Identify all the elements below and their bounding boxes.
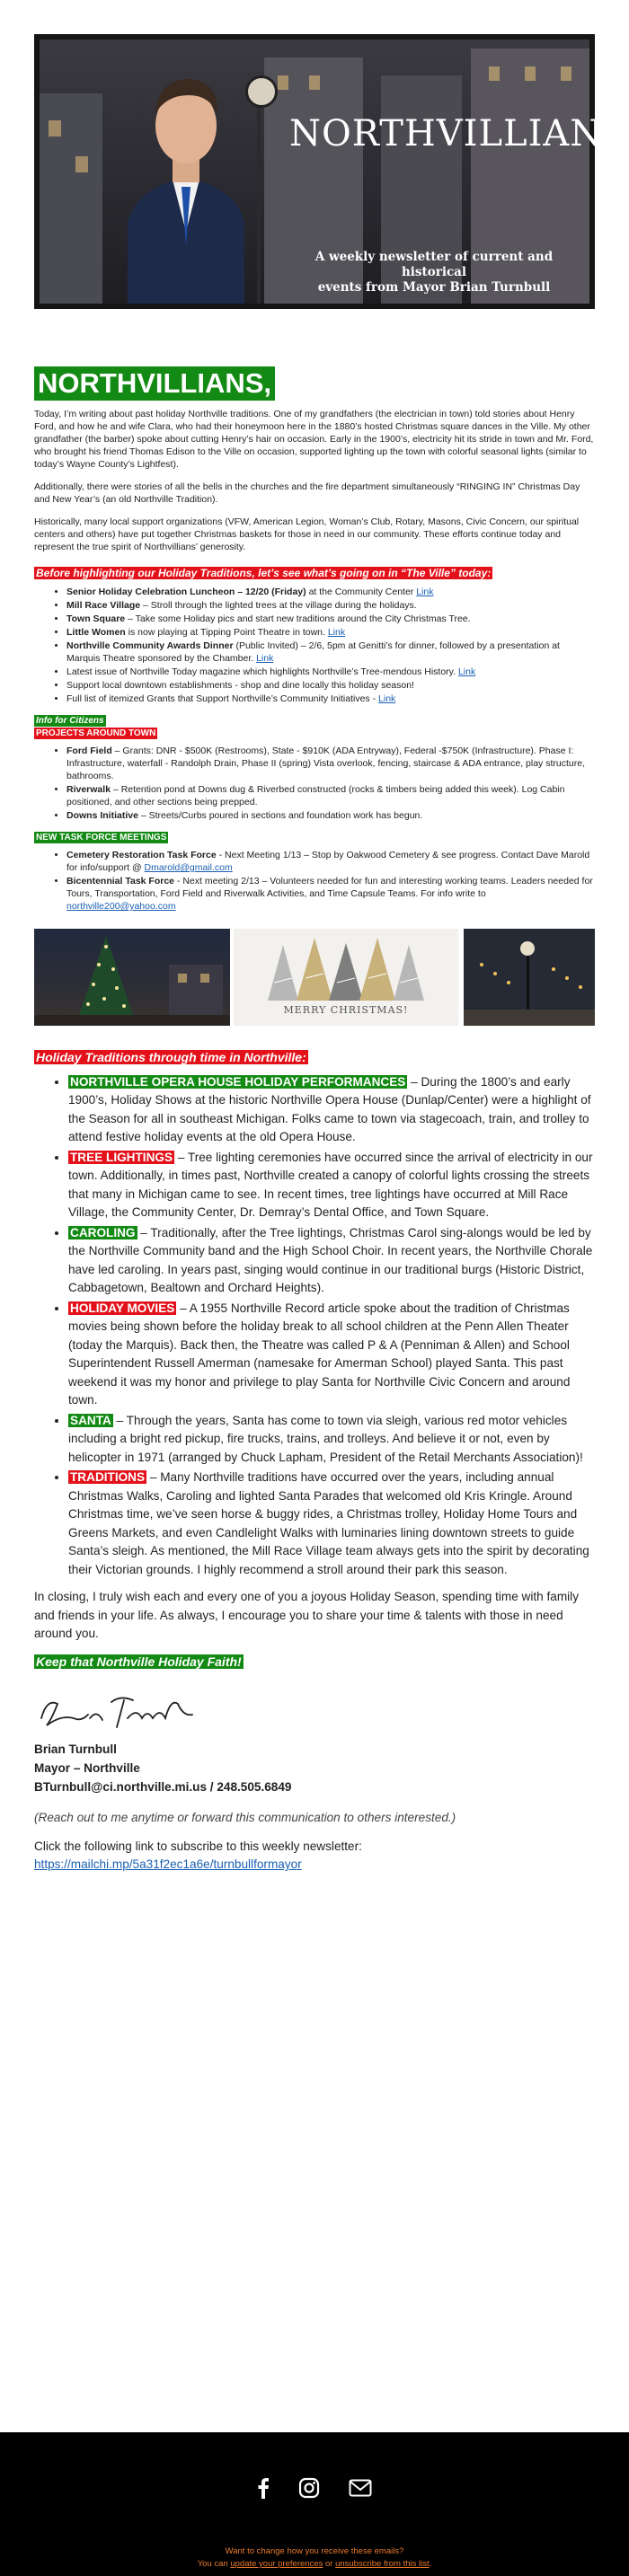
list-item: • TRADITIONS – Many Northville traditions have occurred over the years, including annual Christmas Walks, Caroling and lighted Santa Parades that welcomed old Kris Kringle. Around Christmas time, we’ve seen horse & buggy rides, a Christmas trolley, Holiday Home Tours and Greens Markets, and even Candlelight Walks with luminaries lining downtown streets to guide Santa’s sleigh. As mentioned, the Mill Race Village team always gets into the spirit by decorating their Victorian grounds. I highly recommend a stroll around their park this season. (68, 1469, 595, 1579)
signature-name: Brian Turnbull (34, 1742, 117, 1756)
closing-paragraph: In closing, I truly wish each and every one of you a joyous Holiday Season, spending time with family and friends in your life. As always, I encourage you to share your time & talents with those in need around you. (34, 1590, 579, 1640)
list-item: • Full list of itemized Grants that Support Northville’s Community Initiatives - Link (66, 693, 595, 705)
event-link[interactable]: Link (327, 627, 346, 638)
event-link[interactable]: Link (416, 587, 434, 597)
grants-link[interactable]: Link (378, 693, 396, 704)
holiday-photo-strip (34, 929, 595, 1028)
list-item: • Mill Race Village – Stroll through the lighted trees at the village during the holidays. (66, 599, 595, 612)
event-link[interactable]: Link (256, 653, 274, 664)
list-item: • Cemetery Restoration Task Force - Next Meeting 1/13 – Stop by Oakwood Cemetery & see progress. Contact Dave Marold for info/support @ Dmarold@gmail.com (66, 849, 595, 874)
traditions-list (34, 1073, 595, 1580)
list-item: • Riverwalk – Retention pond at Downs dug & Riverbed constructed (rocks & timbers being added this week). Log Cabin positioned, and other sections being prepped. (66, 783, 595, 808)
list-item: • CAROLING – Traditionally, after the Tree lightings, Christmas Carol sing-alongs would be led by the Northville Community band and the High School Choir. In recent years, the Northville Chorale have led caroling. In years past, singing would continue in our traditional burgs (Historic District, Cabbagetown, Bealtown and Orchard Heights). (68, 1224, 595, 1298)
merry-christmas-caption: MERRY CHRISTMAS! (283, 1004, 409, 1016)
email-link[interactable]: Dmarold@gmail.com (144, 862, 233, 873)
merry-christmas-card (234, 929, 458, 1026)
christmas-tree-photo (34, 929, 230, 1026)
subscribe-link[interactable]: https://mailchi.mp/5a31f2ec1a6e/turnbullformayor (34, 1857, 302, 1871)
list-item: • Ford Field – Grants: DNR - $500K (Restrooms), State - $910K (ADA Entryway), Federal -$750K (Infrastructure). Phase I: Infrastructure, waterfall - Randolph Drain, Phase II (spring) Vista overlook, fencing, staircase & ADA entrance, play structure, bathrooms. (66, 745, 595, 782)
list-item: • NORTHVILLE OPERA HOUSE HOLIDAY PERFORMANCES – During the 1800’s and early 1900’s, Holiday Shows at the historic Northville Opera House (Dunlap/Center) were a highlight of the Season for all in southeast Michigan. Folks came to town via stagecoach, train, and trolley to attend festive holiday events at the old Opera House. (68, 1073, 595, 1147)
newsletter-subtitle: A weekly newsletter of current and historical events from Mayor Brian Turnbull (314, 250, 554, 295)
traditions-section (34, 1049, 595, 1875)
list-item: • Town Square – Take some Holiday pics and start new traditions around the City Christmas Tree. (66, 613, 595, 625)
list-item: • HOLIDAY MOVIES – A 1955 Northville Record article spoke about the tradition of Christmas movies being shown before the holiday break to all school children at the Penn Allen Theater (today the Marquis). Back then, the Theatre was called P & A (Penniman & Allen) and School Superintendent Russell Amerman (namesake for Amerman School) played Santa. This past weekend it was my honor and privilege to play Santa for Northville Civic Concern and around town. (68, 1300, 595, 1410)
mayor-portrait (110, 52, 262, 304)
social-links (0, 2477, 629, 2503)
keep-faith-heading: Keep that Northville Holiday Faith! (36, 1654, 242, 1669)
list-item: • Downs Initiative – Streets/Curbs poured in sections and foundation work has begun. (66, 809, 595, 822)
task-force-list (34, 849, 595, 913)
footer (0, 2432, 629, 2576)
traditions-heading: Holiday Traditions through time in Northville: (36, 1050, 306, 1064)
list-item: • Little Women is now playing at Tipping Point Theatre in town. Link (66, 626, 595, 639)
email-link[interactable]: northville200@yahoo.com (66, 901, 176, 912)
subscribe-text: Click the following link to subscribe to this weekly newsletter: (34, 1839, 362, 1853)
footer-text: Want to change how you receive these emails? You can update your preferences or unsubscribe from this list. (197, 2546, 432, 2569)
reach-out-note: (Reach out to me anytime or forward this communication to others interested.) (34, 1811, 456, 1824)
newsletter-title: NORTHVILLIAN (289, 113, 603, 154)
magazine-link[interactable]: Link (457, 666, 476, 677)
list-item: • Bicentennial Task Force - Next meeting 2/13 – Volunteers needed for fun and interesting working teams. Leaders needed for Tours, Transportation, Ford Field and Riverwalk Activities, and Time Capsule Teams. For info write to northville200@yahoo.com (66, 875, 595, 913)
signature-contact: BTurnbull@ci.northville.mi.us / 248.505.6849 (34, 1780, 292, 1794)
citizens-heading: Info for Citizens (36, 716, 104, 726)
email-icon[interactable] (349, 2479, 372, 2501)
list-item: • SANTA – Through the years, Santa has come to town via sleigh, various red motor vehicles including a bright red pickup, fire trucks, trains, and trolleys. And believe it or not, even by helicopter in 1971 (arranged by Chuck Lapham, President of the Retail Merchants Association)! (68, 1412, 595, 1468)
ville-heading: Before highlighting our Holiday Traditions, let’s see what’s going on in “The Ville” today: (36, 567, 492, 579)
projects-list (34, 745, 595, 822)
projects-heading: PROJECTS AROUND TOWN (36, 728, 156, 738)
newsletter-body (34, 366, 595, 1875)
header-banner (34, 34, 603, 309)
unsubscribe-link[interactable]: unsubscribe from this list (335, 2559, 430, 2569)
list-item: • Latest issue of Northville Today magazine which highlights Northville’s Tree-mendous History. Link (66, 666, 595, 678)
intro-paragraph: Today, I’m writing about past holiday Northville traditions. One of my grandfathers (the electrician in town) told stories about Henry Ford, and how he and wife Clara, who had their honeymoon here in the 1880’s hosted Christmas square dances in the Ville. My other grandfather (the barber) spoke about cutting Henry’s hair on occasion. Early in the 1900’s, electricity hit its stride in town and Mr. Ford, who brought his friend Thomas Edison to the Ville on occasion, supported lighting up the town with colorful seasonal lights (similar to today’s Wayne County’s Lightfest). (34, 409, 594, 470)
task-force-heading: NEW TASK FORCE MEETINGS (36, 833, 167, 842)
signature-image (34, 1691, 595, 1734)
list-item: • Support local downtown establishments - shop and dine locally this holiday season! (66, 679, 595, 692)
signature-title: Mayor – Northville (34, 1761, 140, 1775)
intro-paragraph: Additionally, there were stories of all the bells in the churches and the fire department simultaneously “RINGING IN” Christmas Day and New Year’s (an old Northville Tradition). (34, 481, 580, 505)
street-lights-photo (464, 929, 595, 1026)
intro-paragraph: Historically, many local support organizations (VFW, American Legion, Woman’s Club, Rotary, Masons, Civic Concern, our spiritual centers and others) have put together Christmas baskets for those in need in our community. These efforts continue today and represent the true spirit of Northvillians’ generosity. (34, 516, 580, 552)
list-item: • Northville Community Awards Dinner (Public Invited) – 2/6, 5pm at Genitti’s for dinner, followed by a presentation at Marquis Theatre sponsored by the Chamber. Link (66, 640, 595, 665)
list-item: • Senior Holiday Celebration Luncheon – 12/20 (Friday) at the Community Center Link (66, 586, 595, 598)
update-preferences-link[interactable]: update your preferences (230, 2559, 323, 2569)
instagram-icon[interactable] (298, 2477, 320, 2503)
facebook-icon[interactable] (257, 2477, 270, 2503)
list-item: • TREE LIGHTINGS – Tree lighting ceremonies have occurred since the arrival of electricity in our town. Additionally, in times past, Northville created a canopy of colorful lights crossing the streets that many in Michigan came to see. In recent times, tree lightings have occurred at Mill Race Village, the Community Center, Dr. Demray’s Dental Office, and Town Square. (68, 1149, 595, 1222)
greeting-heading: NORTHVILLIANS, (34, 366, 275, 401)
ville-list (34, 586, 595, 705)
